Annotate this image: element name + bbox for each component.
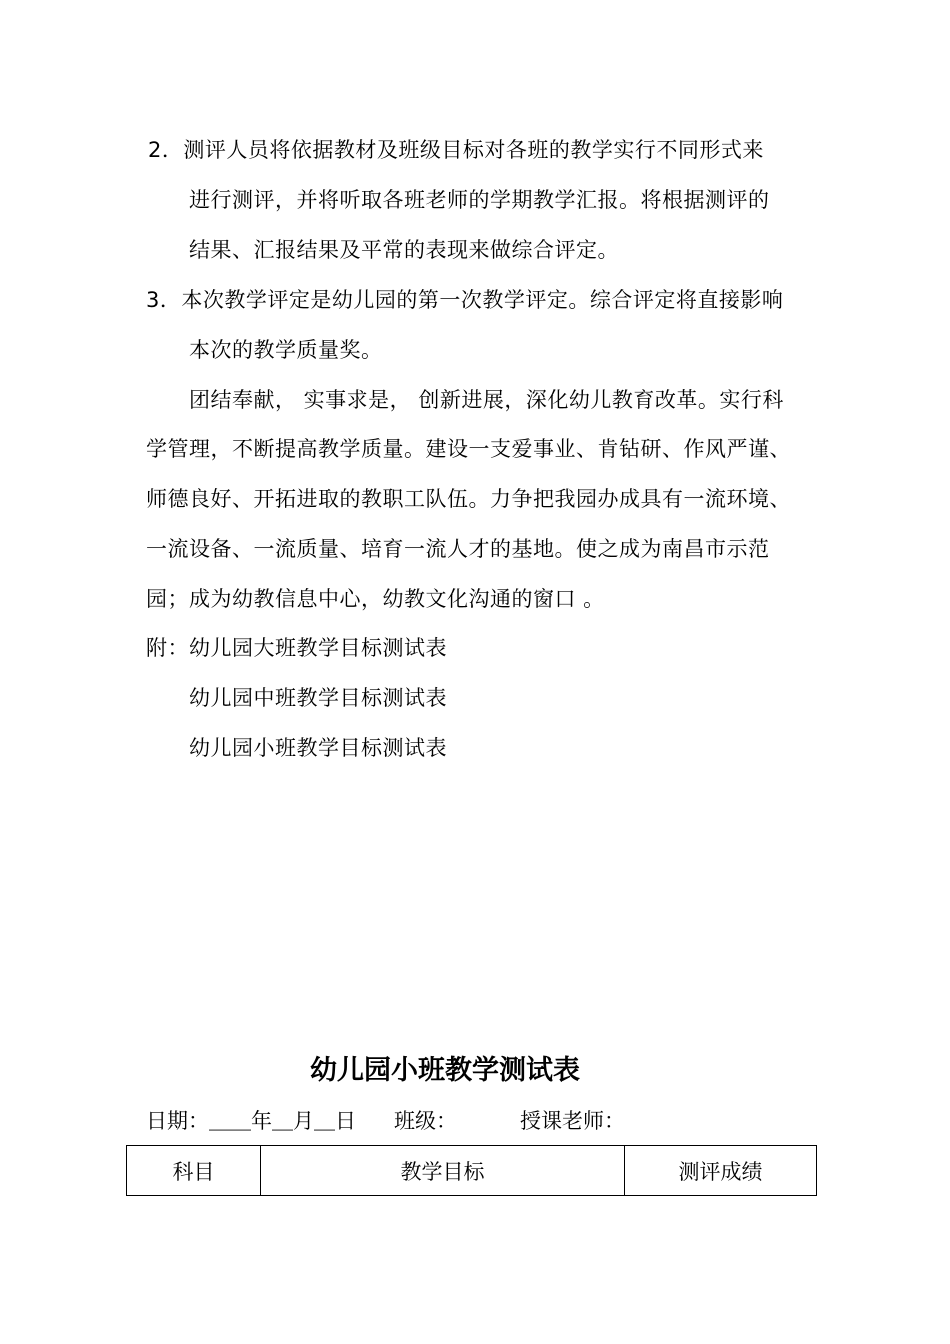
- paragraph-line: 进行测评，并将听取各班老师的学期教学汇报。将根据测评的: [189, 188, 770, 212]
- assessment-table: [126, 1145, 817, 1196]
- paragraph-line: 一流设备、一流质量、培育一流人才的基地。使之成为南昌市示范: [146, 537, 770, 561]
- paragraph-line: 团结奉献， 实事求是， 创新进展，深化幼儿教育改革。实行科: [189, 388, 784, 412]
- paragraph-line: 2．测评人员将依据教材及班级目标对各班的教学实行不同形式来: [148, 138, 764, 162]
- date-field-label: 日期：＿＿年＿月＿日: [146, 1109, 356, 1133]
- column-header-score: 测评成绩: [625, 1146, 817, 1196]
- table-header-row: [127, 1146, 817, 1196]
- paragraph-line: 结果、汇报结果及平常的表现来做综合评定。: [189, 238, 619, 262]
- teacher-field-label: 授课老师：: [520, 1109, 625, 1133]
- class-field-label: 班级：: [394, 1109, 457, 1133]
- column-header-subject: 科目: [127, 1146, 261, 1196]
- paragraph-line: 园；成为幼教信息中心，幼教文化沟通的窗口 。: [146, 587, 605, 611]
- column-header-teaching-goal: 教学目标: [261, 1146, 625, 1196]
- attachments-label: 附：: [146, 636, 189, 660]
- attachment-item: 幼儿园小班教学目标测试表: [189, 736, 447, 760]
- paragraph-line: 本次的教学质量奖。: [189, 338, 383, 362]
- form-title: 幼儿园小班教学测试表: [310, 1055, 580, 1086]
- attachment-item: 幼儿园中班教学目标测试表: [189, 686, 447, 710]
- paragraph-line: 师德良好、开拓进取的教职工队伍。力争把我园办成具有一流环境、: [146, 487, 791, 511]
- paragraph-line: 学管理，不断提高教学质量。建设一支爱事业、肯钻研、作风严谨、: [146, 437, 791, 461]
- attachment-item: 幼儿园大班教学目标测试表: [189, 636, 447, 660]
- paragraph-line: 3．本次教学评定是幼儿园的第一次教学评定。综合评定将直接影响: [146, 288, 784, 312]
